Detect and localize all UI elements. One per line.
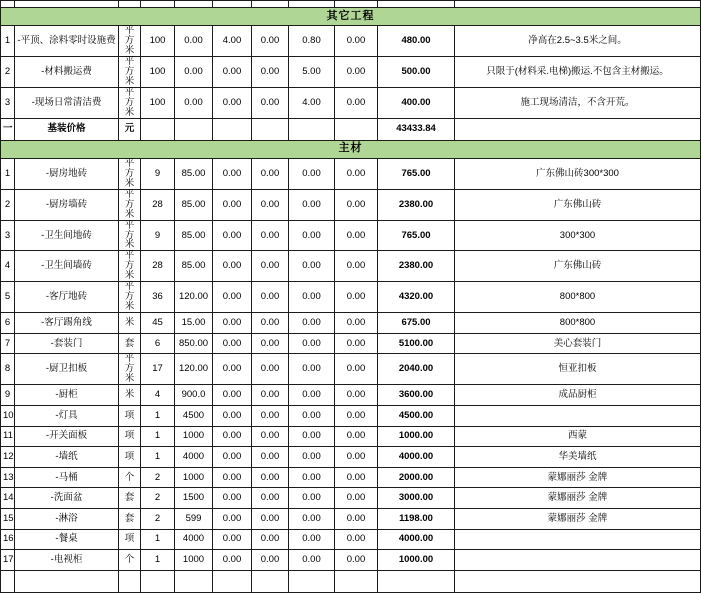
value-cell: 900.0 [175,385,213,406]
value-cell: 0.00 [252,529,289,550]
value-cell: 0.00 [213,87,252,118]
remark-cell [455,1,701,8]
item-name-cell: -餐桌 [15,529,119,550]
table-row-cutoff-top [1,1,701,8]
value-cell: 0.00 [252,508,289,529]
value-cell: 4500 [175,405,213,426]
value-cell: 0.00 [289,189,335,220]
table-row [1,87,701,118]
quantity-cell: 100 [141,87,175,118]
total-cell: 675.00 [378,313,455,334]
unit-cell: 个 [119,467,141,488]
item-name-cell [15,1,119,8]
row-number-cell: 9 [1,385,15,406]
item-name-cell: -墙纸 [15,447,119,468]
table-row [1,467,701,488]
table-row [1,447,701,468]
item-name-cell: -套装门 [15,333,119,354]
quantity-cell: 28 [141,189,175,220]
item-name-cell: -淋浴 [15,508,119,529]
value-cell: 0.00 [252,189,289,220]
remark-cell: 只限于(材料采.电梯)搬运.不包含主材搬运。 [455,56,701,87]
value-cell [175,118,213,140]
value-cell: 0.00 [289,550,335,571]
row-number-cell: 14 [1,488,15,509]
value-cell: 15.00 [175,313,213,334]
row-number-cell: 4 [1,251,15,282]
table-row [1,488,701,509]
quantity-cell: 2 [141,467,175,488]
value-cell: 0.00 [175,87,213,118]
item-name-cell: -开关面板 [15,426,119,447]
total-cell: 2380.00 [378,251,455,282]
value-cell: 599 [175,508,213,529]
unit-cell: 米 [119,313,141,334]
item-name-cell: 基装价格 [15,118,119,140]
value-cell: 0.00 [213,550,252,571]
remark-cell: 800*800 [455,282,701,313]
section-header-row [1,8,701,26]
value-cell: 5.00 [289,56,335,87]
value-cell: 0.00 [289,488,335,509]
item-name-cell: -厨柜 [15,385,119,406]
value-cell [252,118,289,140]
value-cell: 0.00 [289,467,335,488]
value-cell: 0.00 [213,313,252,334]
row-number-cell: 6 [1,313,15,334]
row-number-cell: 3 [1,220,15,251]
row-number-cell: 一 [1,118,15,140]
remark-cell: 华美墙纸 [455,447,701,468]
remark-cell: 蒙娜丽莎 金牌 [455,508,701,529]
value-cell: 0.00 [289,220,335,251]
value-cell: 0.00 [289,529,335,550]
empty-cell [378,570,455,592]
table-row [1,354,701,385]
quantity-cell [141,1,175,8]
item-name-cell: -平顶、涂料零时设施费 [15,26,119,57]
table-row [1,405,701,426]
value-cell: 0.00 [335,354,378,385]
total-cell: 765.00 [378,220,455,251]
table-row [1,550,701,571]
row-number-cell: 10 [1,405,15,426]
value-cell: 0.00 [335,508,378,529]
unit-cell: 平方米 [119,251,141,282]
total-cell: 765.00 [378,158,455,189]
item-name-cell: -客厅地砖 [15,282,119,313]
value-cell: 0.00 [213,220,252,251]
item-name-cell: -马桶 [15,467,119,488]
item-name-cell: -电视柜 [15,550,119,571]
remark-cell: 广东佛山砖 [455,251,701,282]
value-cell: 0.00 [335,220,378,251]
value-cell: 0.00 [289,426,335,447]
row-number-cell: 7 [1,333,15,354]
table-row [1,118,701,140]
empty-cell [141,570,175,592]
quantity-cell: 1 [141,529,175,550]
total-cell: 5100.00 [378,333,455,354]
item-name-cell: -厨房墙砖 [15,189,119,220]
empty-cell [289,570,335,592]
remark-cell: 成品厨柜 [455,385,701,406]
unit-cell: 平方米 [119,189,141,220]
table-row [1,220,701,251]
value-cell: 0.00 [213,158,252,189]
remark-cell: 广东佛山砖 [455,189,701,220]
table-row [1,313,701,334]
remark-cell: 恒亚扣板 [455,354,701,385]
value-cell: 4000 [175,447,213,468]
value-cell: 0.00 [252,333,289,354]
value-cell: 0.00 [335,87,378,118]
remark-cell: 300*300 [455,220,701,251]
table-row [1,26,701,57]
row-number-cell: 1 [1,26,15,57]
value-cell: 0.00 [213,508,252,529]
value-cell: 0.00 [213,189,252,220]
quantity-cell: 1 [141,405,175,426]
unit-cell: 元 [119,118,141,140]
remark-cell [455,405,701,426]
total-cell: 4000.00 [378,529,455,550]
row-number-cell: 1 [1,158,15,189]
table-row [1,529,701,550]
table-row [1,333,701,354]
value-cell: 1000 [175,550,213,571]
unit-cell [119,1,141,8]
value-cell: 4000 [175,529,213,550]
table-row [1,56,701,87]
quantity-cell: 28 [141,251,175,282]
value-cell: 0.00 [213,282,252,313]
item-name-cell: -洗面盆 [15,488,119,509]
value-cell: 0.00 [335,56,378,87]
remark-cell: 美心套装门 [455,333,701,354]
value-cell: 1500 [175,488,213,509]
value-cell: 0.00 [335,529,378,550]
quantity-cell: 4 [141,385,175,406]
remark-cell [455,118,701,140]
total-cell: 1198.00 [378,508,455,529]
value-cell: 0.00 [252,158,289,189]
value-cell: 4.00 [289,87,335,118]
row-number-cell: 2 [1,189,15,220]
unit-cell: 平方米 [119,282,141,313]
unit-cell: 平方米 [119,26,141,57]
value-cell: 120.00 [175,354,213,385]
empty-cell [213,570,252,592]
value-cell: 0.00 [213,426,252,447]
empty-cell [335,570,378,592]
quantity-cell: 100 [141,26,175,57]
value-cell [175,1,213,8]
value-cell: 0.00 [289,251,335,282]
unit-cell: 平方米 [119,158,141,189]
quantity-cell: 2 [141,488,175,509]
value-cell: 0.00 [335,189,378,220]
value-cell: 0.00 [252,447,289,468]
value-cell: 0.00 [213,488,252,509]
value-cell: 1000 [175,426,213,447]
total-cell: 4320.00 [378,282,455,313]
table-row [1,158,701,189]
value-cell: 4.00 [213,26,252,57]
unit-cell: 项 [119,405,141,426]
value-cell [335,1,378,8]
table-row [1,189,701,220]
total-cell [378,1,455,8]
value-cell: 0.00 [335,405,378,426]
unit-cell: 项 [119,426,141,447]
remark-cell: 净高在2.5~3.5米之间。 [455,26,701,57]
value-cell: 0.00 [175,56,213,87]
row-number-cell: 3 [1,87,15,118]
quantity-cell: 17 [141,354,175,385]
value-cell: 0.00 [252,467,289,488]
value-cell: 0.00 [289,282,335,313]
value-cell: 0.00 [252,56,289,87]
value-cell: 0.00 [335,313,378,334]
remark-cell: 施工现场清洁，不含开荒。 [455,87,701,118]
quantity-cell: 1 [141,447,175,468]
item-name-cell: -卫生间墙砖 [15,251,119,282]
value-cell: 0.00 [335,426,378,447]
value-cell: 1000 [175,467,213,488]
value-cell: 0.00 [213,405,252,426]
row-number-cell: 15 [1,508,15,529]
row-number-cell: 17 [1,550,15,571]
remark-cell: 800*800 [455,313,701,334]
remark-cell [455,550,701,571]
remark-cell: 西蒙 [455,426,701,447]
total-cell: 4500.00 [378,405,455,426]
section-title: 其它工程 [1,8,701,26]
total-cell: 3000.00 [378,488,455,509]
quantity-cell: 1 [141,550,175,571]
quantity-cell: 2 [141,508,175,529]
total-cell: 1000.00 [378,550,455,571]
item-name-cell: -厨卫扣板 [15,354,119,385]
unit-cell: 项 [119,529,141,550]
value-cell: 0.00 [213,333,252,354]
value-cell: 0.00 [335,447,378,468]
item-name-cell: -材料搬运费 [15,56,119,87]
row-number-cell: 11 [1,426,15,447]
value-cell: 0.00 [252,251,289,282]
item-name-cell: -现场日常清洁费 [15,87,119,118]
value-cell: 0.00 [213,447,252,468]
value-cell: 0.00 [213,385,252,406]
section-header-row [1,140,701,158]
value-cell: 120.00 [175,282,213,313]
value-cell: 0.00 [252,87,289,118]
value-cell: 0.00 [335,385,378,406]
remark-cell: 蒙娜丽莎 金牌 [455,488,701,509]
value-cell: 0.00 [213,467,252,488]
value-cell: 85.00 [175,158,213,189]
quantity-cell: 6 [141,333,175,354]
unit-cell: 平方米 [119,354,141,385]
total-cell: 500.00 [378,56,455,87]
value-cell [289,1,335,8]
unit-cell: 平方米 [119,56,141,87]
value-cell: 0.00 [289,385,335,406]
value-cell [335,118,378,140]
value-cell: 0.00 [252,313,289,334]
remark-cell [455,529,701,550]
empty-cell [119,570,141,592]
item-name-cell: -灯具 [15,405,119,426]
value-cell: 85.00 [175,251,213,282]
value-cell: 0.00 [289,447,335,468]
quantity-cell: 1 [141,426,175,447]
quantity-cell: 100 [141,56,175,87]
quantity-cell [141,118,175,140]
unit-cell: 套 [119,488,141,509]
value-cell: 0.00 [252,488,289,509]
total-cell: 480.00 [378,26,455,57]
empty-cell [455,570,701,592]
row-number-cell [1,1,15,8]
empty-cell [15,570,119,592]
row-number-cell: 8 [1,354,15,385]
empty-cell [175,570,213,592]
value-cell [213,1,252,8]
unit-cell: 个 [119,550,141,571]
value-cell: 0.00 [252,426,289,447]
total-cell: 43433.84 [378,118,455,140]
value-cell: 0.00 [289,158,335,189]
total-cell: 3600.00 [378,385,455,406]
unit-cell: 米 [119,385,141,406]
empty-cell [252,570,289,592]
value-cell [289,118,335,140]
total-cell: 1000.00 [378,426,455,447]
table-row [1,426,701,447]
value-cell: 85.00 [175,220,213,251]
item-name-cell: -客厅踢角线 [15,313,119,334]
value-cell: 0.00 [289,313,335,334]
row-number-cell: 2 [1,56,15,87]
row-number-cell: 16 [1,529,15,550]
value-cell: 0.00 [213,529,252,550]
value-cell: 0.00 [252,385,289,406]
value-cell: 0.00 [335,251,378,282]
total-cell: 2000.00 [378,467,455,488]
value-cell: 0.00 [335,550,378,571]
value-cell [213,118,252,140]
total-cell: 2380.00 [378,189,455,220]
value-cell: 0.00 [252,405,289,426]
row-number-cell: 12 [1,447,15,468]
unit-cell: 套 [119,333,141,354]
value-cell: 0.00 [252,354,289,385]
value-cell: 0.00 [335,467,378,488]
table-row [1,508,701,529]
row-number-cell: 13 [1,467,15,488]
item-name-cell: -卫生间地砖 [15,220,119,251]
value-cell: 0.00 [213,56,252,87]
value-cell: 0.00 [289,333,335,354]
value-cell: 0.00 [175,26,213,57]
value-cell: 0.00 [213,354,252,385]
quantity-cell: 45 [141,313,175,334]
value-cell: 0.00 [289,508,335,529]
value-cell: 0.00 [335,333,378,354]
quantity-cell: 9 [141,220,175,251]
value-cell: 0.00 [252,550,289,571]
quantity-cell: 36 [141,282,175,313]
empty-cell [1,570,15,592]
value-cell: 0.00 [252,220,289,251]
value-cell: 0.00 [289,405,335,426]
remark-cell: 蒙娜丽莎 金牌 [455,467,701,488]
unit-cell: 平方米 [119,220,141,251]
value-cell: 0.80 [289,26,335,57]
table-row [1,282,701,313]
row-number-cell: 5 [1,282,15,313]
unit-cell: 项 [119,447,141,468]
value-cell: 0.00 [252,282,289,313]
value-cell: 0.00 [335,488,378,509]
value-cell: 0.00 [252,26,289,57]
total-cell: 400.00 [378,87,455,118]
unit-cell: 平方米 [119,87,141,118]
value-cell: 0.00 [213,251,252,282]
quantity-cell: 9 [141,158,175,189]
table-row [1,385,701,406]
unit-cell: 套 [119,508,141,529]
table-row [1,251,701,282]
value-cell: 0.00 [289,354,335,385]
item-name-cell: -厨房地砖 [15,158,119,189]
value-cell: 850.00 [175,333,213,354]
table-row-cutoff-bottom [1,570,701,592]
total-cell: 2040.00 [378,354,455,385]
value-cell: 0.00 [335,26,378,57]
value-cell [252,1,289,8]
value-cell: 0.00 [335,158,378,189]
remark-cell: 广东佛山砖300*300 [455,158,701,189]
section-title: 主材 [1,140,701,158]
value-cell: 0.00 [335,282,378,313]
value-cell: 85.00 [175,189,213,220]
total-cell: 4000.00 [378,447,455,468]
